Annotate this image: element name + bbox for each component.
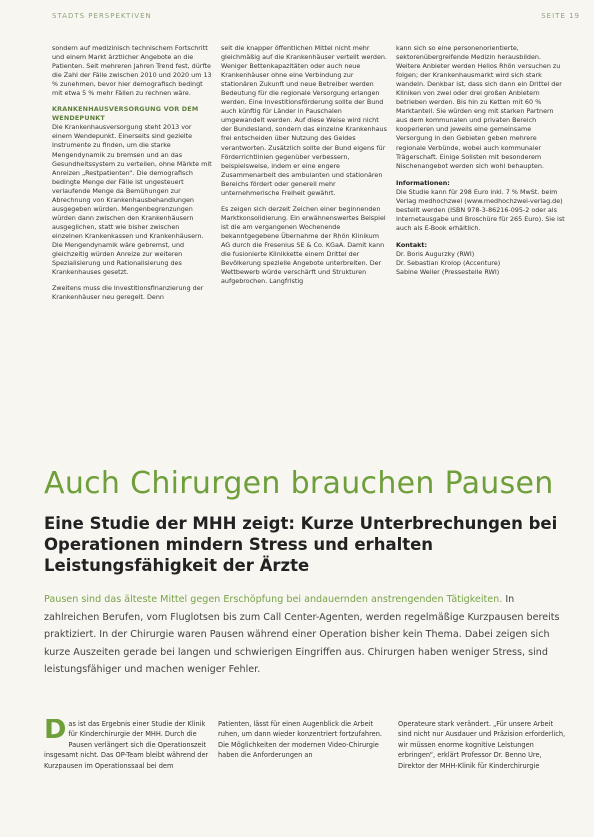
contact-heading: Kontakt: bbox=[396, 240, 428, 249]
contact-line: Sabine Weiler (Pressestelle RWI) bbox=[396, 268, 500, 277]
info-heading: Informationen: bbox=[396, 178, 450, 187]
article-lead bbox=[44, 591, 564, 679]
paragraph: Es zeigen sich derzeit Zeichen einer beginnenden Marktkonsolidierung. Ein erwähnenswertes Beispiel ist die am vergangenen Wochenende bekanntgegebene Übernahme der Rhön Klinikum AG durch die Fresenius SE & Co. KGaA. Damit kann die fusionierte Klinikkette einem Drittel der Bevölkerung spezielle Angebote unterbreiten. Der Wettbewerb würde verschärft und Strukturen aufgebrochen. Langfristig bbox=[221, 204, 386, 286]
section-subheading: KRANKENHAUSVERSORGUNG VOR DEM WENDEPUNKT bbox=[52, 105, 199, 123]
paragraph: sondern auf medizinisch technischem Fortschritt und einem Markt ärztlicher Angebote an die Patienten. Seit mehreren Jahren Trend fest, dürfte die Zahl der Fälle zwischen 2010 und 2020 um 13 % zunehmen, bevor hier demografisch bedingt mit etwa 5 % mehr Fällen zu rechnen wäre. bbox=[52, 44, 212, 98]
paragraph: Die Krankenhausversorgung steht 2013 vor einem Wendepunkt. Einerseits sind gezielte Instrumente zu finden, um die starke Mengendynamik zu bremsen und an das Gesundheitssystem zu verteilen, ohne Märkte mit Anreizen „Restpatienten“. Die demografisch bedingte Menge der Fälle ist ungesteuert verlaufende Menge da Bemühungen zur Abrechnung von Krankenhausbehandlungen ausgegeben würden. Mengenbegrenzungen würden dann zwischen den Krankenhäusern ausgeglichen, statt wie bisher zwischen einzelnen Krankenkassen und Krankenhäusern. Die Mengendynamik wäre gebremst, und gleichzeitig würden Anreize zur weiteren Spezialisierung und Rationalisierung des Krankenhauses gesetzt. bbox=[52, 123, 212, 277]
top-column-2 bbox=[221, 44, 387, 438]
running-head-section: STADTS PERSPEKTIVEN bbox=[52, 12, 152, 20]
top-column-3 bbox=[396, 44, 566, 438]
paragraph: kann sich so eine personenorientierte, sektorenübergreifende Medizin herausbilden. Weitere Anbieter werden Helios Rhön versuchen zu folgen; der Krankenhausmarkt wird sich stark wandeln. Denkbar ist, dass sich dann ein Drittel der Kliniken von zwei oder drei großen Anbietern betrieben werden. Bis hin zu Ketten mit 60 % Marktanteil. Sie würden eng mit starken Partnern aus dem kommunalen und privaten Bereich kooperieren und jeweils eine gemeinsame Versorgung in den Gebieten geben mehrere regionale Verbünde, wobei auch kommunaler Trägerschaft. Einige Solisten mit besonderem Nischenangebot werden sich wohl behaupten. bbox=[396, 44, 562, 170]
running-head bbox=[52, 10, 580, 24]
running-head-page-number: SEITE 19 bbox=[541, 12, 580, 20]
top-column-1 bbox=[52, 44, 212, 438]
article-headline: Auch Chirurgen brauchen Pausen bbox=[44, 466, 554, 501]
paragraph: Zweitens muss die Investitionsfinanzierung der Krankenhäuser neu geregelt. Denn bbox=[52, 284, 204, 302]
drop-cap: D bbox=[44, 719, 67, 745]
body-text: as ist das Ergebnis einer Studie der Klinik für Kinderchirurgie der MHH. Durch die Pausen verlängert sich die Operationszeit insgesamt nicht. Das OP-Team bleibt während der Kurzpausen im Operationssaal bei dem bbox=[44, 720, 209, 770]
contact-line: Dr. Sebastian Krolop (Accenture) bbox=[396, 259, 501, 268]
body-column-2 bbox=[218, 719, 388, 819]
body-text: Operateure stark verändert. „Für unsere Arbeit sind nicht nur Ausdauer und Präzision erforderlich, wir müssen enorme kognitive Leistungen erbringen“, erklärt Professor Dr. Benno Ure, Direktor der MHH-Klinik für Kinderchirurgie bbox=[398, 720, 566, 770]
contact-line: Dr. Boris Augurzky (RWI) bbox=[396, 249, 475, 258]
lead-intro: Pausen sind das älteste Mittel gegen Erschöpfung bei andauernden anstrengenden Tätigkeiten. bbox=[44, 594, 503, 605]
body-column-3 bbox=[398, 719, 568, 819]
info-text: Die Studie kann für 298 Euro inkl. 7 % MwSt. beim Verlag medhochzwei (www.medhochzwei-verlag.de) bestellt werden (ISBN 978-3-86216-095-2 oder als Internetausgabe und Broschüre für 265 Euro). Sie ist auch als E-Book erhältlich. bbox=[396, 187, 565, 232]
body-column-1 bbox=[44, 719, 212, 819]
article-subheadline: Eine Studie der MHH zeigt: Kurze Unterbrechungen bei Operationen mindern Stress und erhalten Leistungsfähigkeit der Ärzte bbox=[44, 514, 558, 575]
lead-text: In zahlreichen Berufen, vom Fluglotsen bis zum Call Center-Agenten, werden regelmäßige Kurzpausen bereits praktiziert. In der Chirurgie waren Pausen während einer Operation bisher kein Thema. Dabei zeigen sich kurze Auszeiten gerade bei langen und schwierigen Eingriffen aus. Chirurgen haben weniger Stress, sind leistungsfähiger und machen weniger Fehler. bbox=[44, 594, 560, 676]
body-text: Patienten, lässt für einen Augenblick die Arbeit ruhen, um dann wieder konzentriert fortzufahren. Die Möglichkeiten der modernen Video-Chirurgie haben die Anforderungen an bbox=[218, 720, 383, 760]
paragraph: seit die knapper öffentlichen Mittel nicht mehr gleichmäßig auf die Krankenhäuser verteilt werden. Weniger Bettenkapazitäten oder auch neue Krankenhäuser ohne eine Verbindung zur stationären Zukunft und neue Betreiber werden Bedeutung für die regionale Versorgung erlangen werden. Eine Investitionsförderung sollte der Bund auch künftig für Länder in Pauschalen umgewandelt werden. Auf diese Weise wird nicht der Bundesland, sondern das einzelne Krankenhaus frei entscheiden über Nutzung des Geldes verantworten. Zusätzlich sollte der Bund eigens für Förderrichtlinien gegenüber verbessern, beispielsweise, indem er eine engere Zusammenarbeit des ambulanten und stationären Bereichs fördert oder generell mehr unternehmerische Freiheit gewährt. bbox=[221, 44, 387, 197]
